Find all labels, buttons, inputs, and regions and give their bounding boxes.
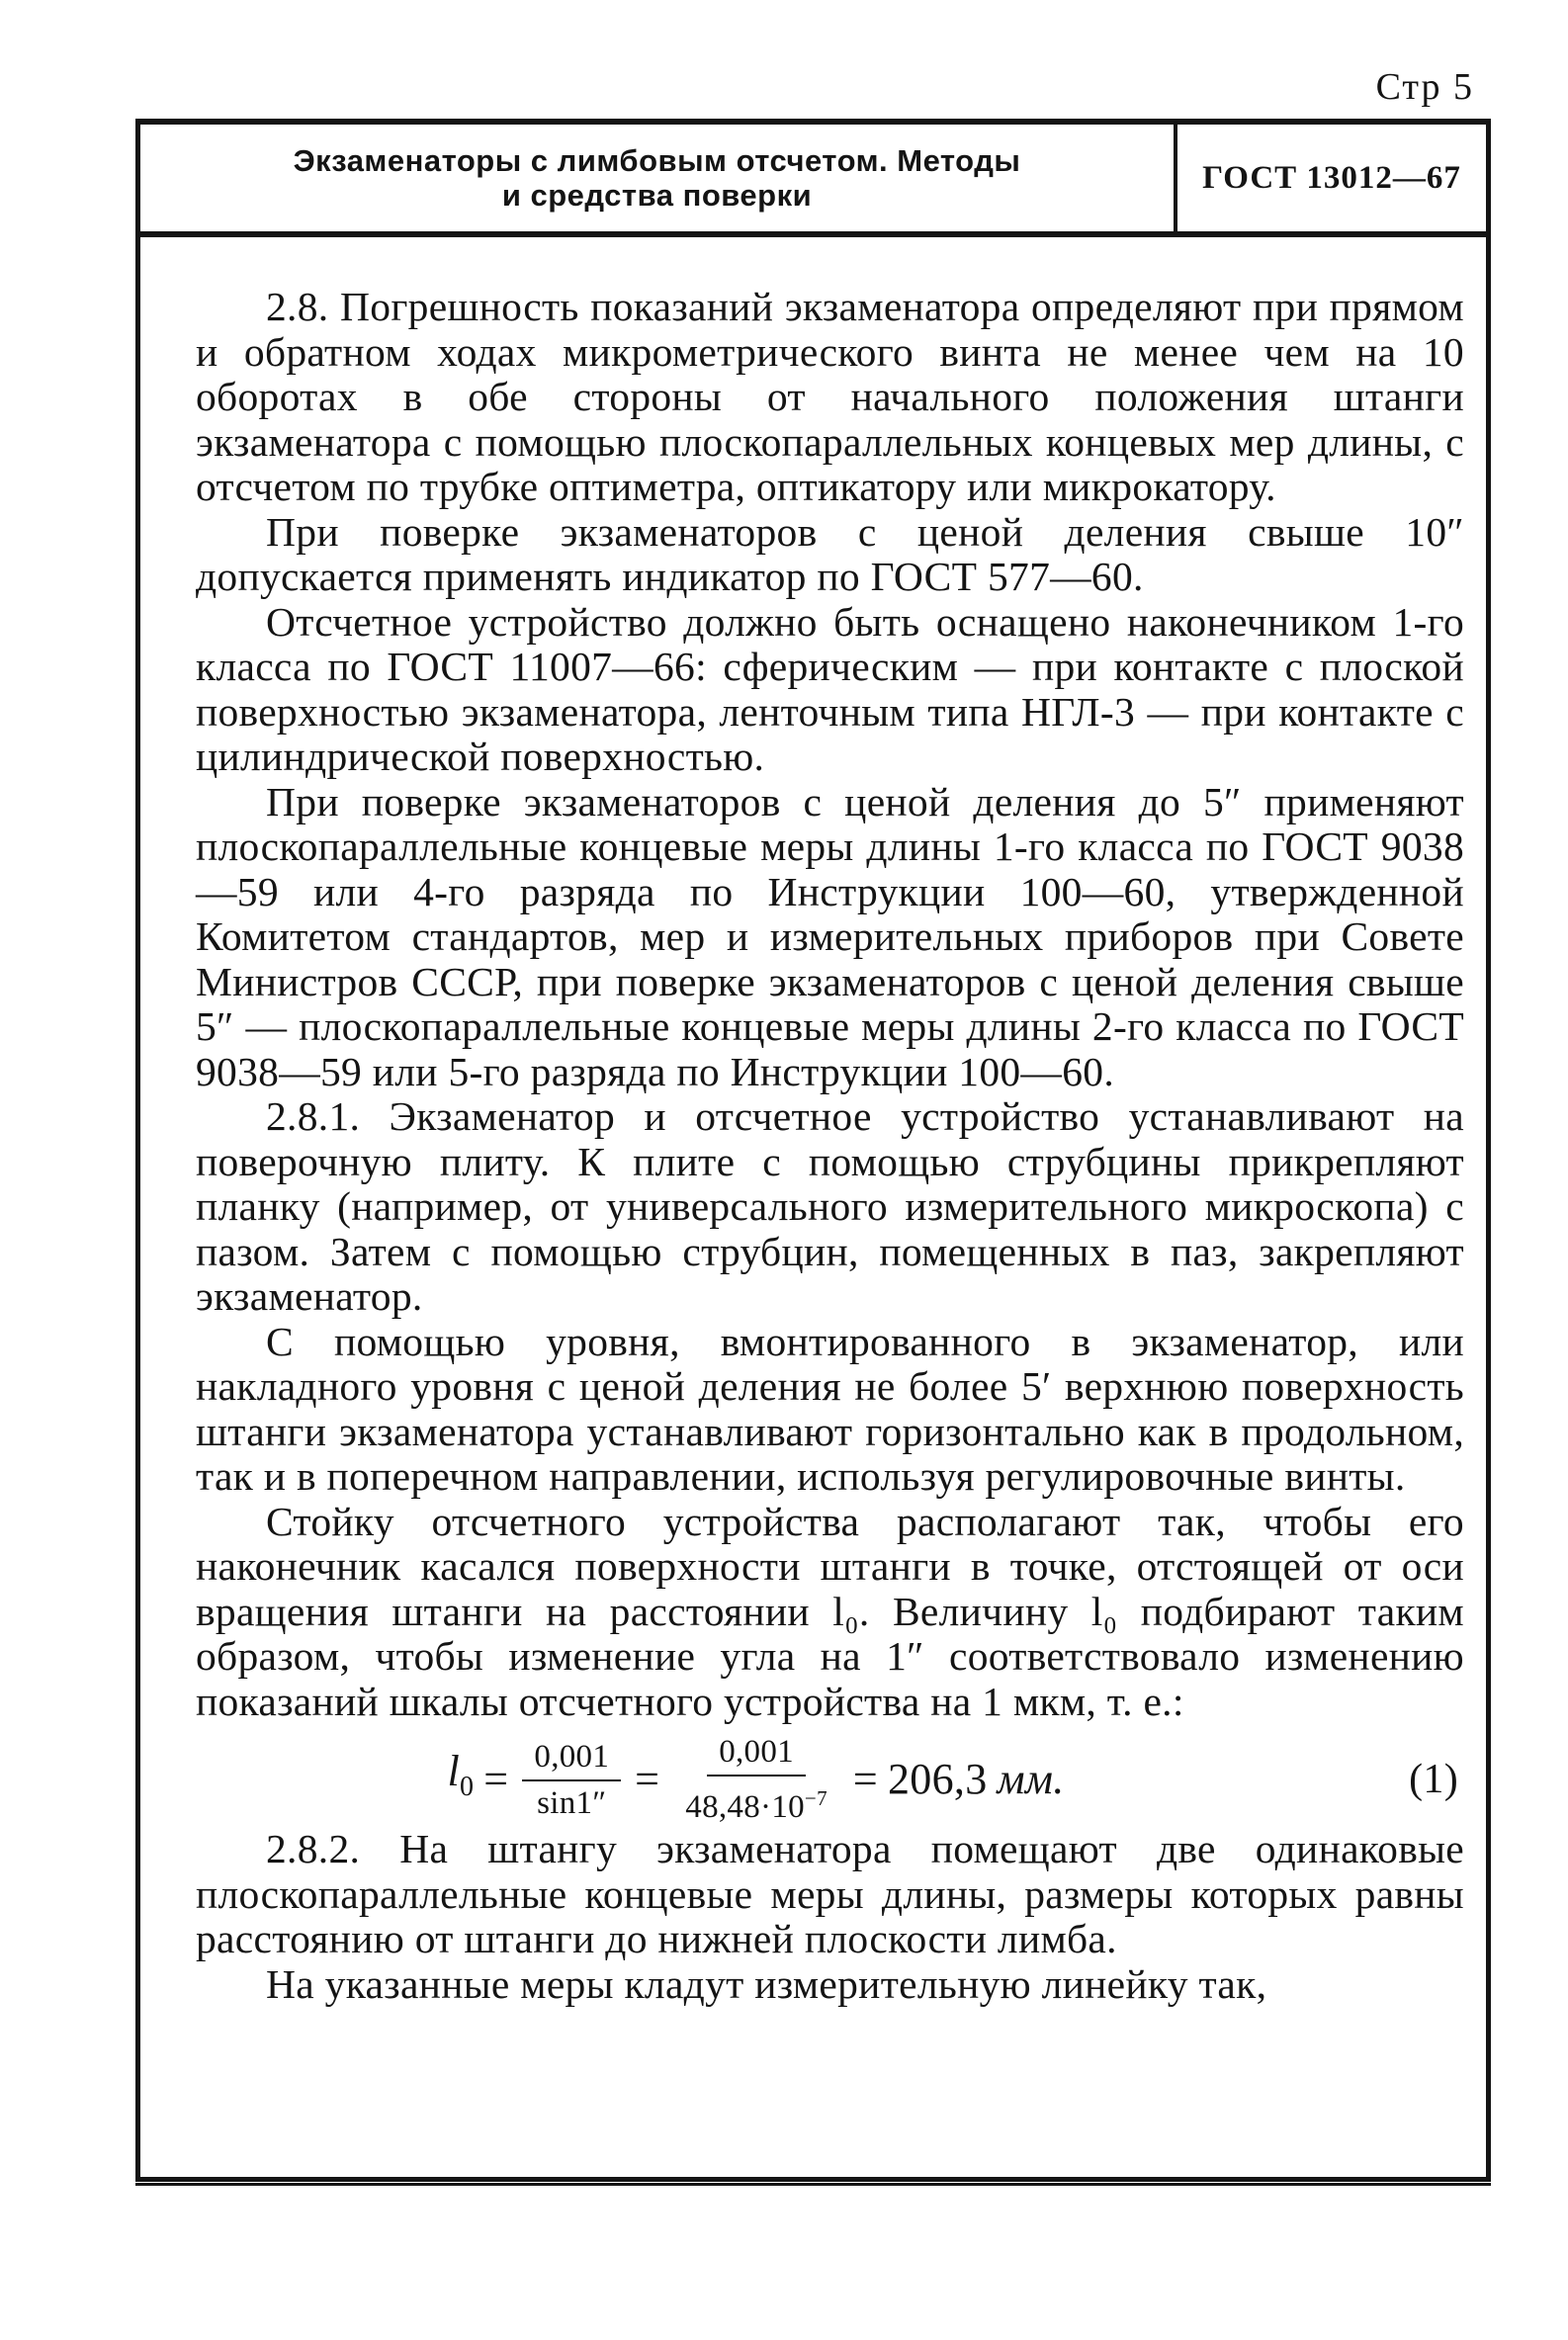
formula-block	[196, 1724, 1464, 1827]
paragraph-stand: Стойку отсчетного устройства располагают так, чтобы его наконечник касался поверхности штанги в точке, отстоящей от оси вращения штанги на расстоянии l₀. Величину l₀ подбирают таким образом, чтобы изменение угла на 1″ соответствовало изменению показаний шкалы отсчетного устройства на 1 мкм, т. е.:	[196, 1498, 1464, 1724]
paragraph-reading-device: Отсчетное устройство должно быть оснащено наконечником 1-го класса по ГОСТ 11007—66: сферическим — при контакте с плоской поверхностью экзаменатора, ленточным типа НГЛ-3 — при контакте с цилиндрической поверхностью.	[196, 598, 1464, 779]
document-title-line-2: и средства поверки	[501, 178, 813, 213]
page-frame	[135, 119, 1491, 2177]
paragraph-ruler: На указанные меры кладут измерительную линейку так,	[266, 1960, 1267, 2007]
paragraph-2-8-1: 2.8.1. Экзаменатор и отсчетное устройство устанавливают на поверочную плиту. К плите с помощью струбцины прикрепляют планку (например, от универсального измерительного микроскопа) с пазом. Затем с помощью струбцин, помещенных в паз, закрепляют экзаменатор.	[196, 1093, 1464, 1319]
formula-fraction-2	[673, 1732, 839, 1827]
fraction-2-denominator: $48,48\cdot 10^{-7}$	[685, 1786, 828, 1825]
paragraph-level: С помощью уровня, вмонтированного в экзаменатор, или накладного уровня с ценой деления не более 5′ верхнюю поверхность штанги экзаменатора устанавливают горизонтально как в продольном, так и в поперечном направлении, используя регулировочные винты.	[196, 1318, 1464, 1499]
formula-equals: =	[852, 1755, 878, 1804]
formula-fraction-1	[522, 1737, 621, 1823]
standard-code: ГОСТ 13012—67	[1202, 159, 1461, 196]
formula-result: 206,3 мм.	[888, 1755, 1065, 1804]
formula-equals: =	[483, 1755, 509, 1804]
document-title	[140, 125, 1177, 231]
paragraph-gauge-blocks: При поверке экзаменаторов с ценой деления до 5″ применяют плоскопараллельные концевые меры длины 1-го класса по ГОСТ 9038—59 или 4-го разряда по Инструкции 100—60, утвержденной Комитетом стандартов, мер и измерительных приборов при Совете Министров СССР, при поверке экзаменаторов с ценой деления свыше 5″ — плоскопараллельные концевые меры длины 2-го класса по ГОСТ 9038—59 или 5-го разряда по Инструкции 100—60.	[196, 778, 1464, 1094]
document-body	[196, 285, 1464, 2007]
page-bottom-rule	[135, 2177, 1491, 2186]
page-number: Стр 5	[1375, 66, 1474, 108]
formula-equals: =	[635, 1755, 660, 1804]
document-title-line-1: Экзаменаторы с лимбовым отсчетом. Методы	[293, 143, 1021, 178]
formula	[196, 1732, 1464, 1827]
fraction-1-numerator: 0,001	[522, 1737, 621, 1781]
document-header	[140, 125, 1486, 237]
formula-number: (1)	[1409, 1757, 1458, 1802]
paragraph-indicator: При поверке экзаменаторов с ценой деления свыше 10″ допускается применять индикатор по ГОСТ 577—60.	[196, 508, 1464, 599]
fraction-2-numerator: 0,001	[707, 1732, 806, 1777]
fraction-1-denominator: sin1″	[537, 1784, 607, 1821]
formula-lhs: $l_0$	[447, 1747, 475, 1803]
paragraph-2-8: 2.8. Погрешность показаний экзаменатора определяют при прямом и обратном ходах микрометрического винта не менее чем на 10 оборотах в обе стороны от начального положения штанги экзаменатора с помощью плоскопараллельных концевых мер длины, с отсчетом по трубке оптиметра, оптикатору или микрокатору.	[196, 284, 1464, 509]
paragraph-2-8-2: 2.8.2. На штангу экзаменатора помещают две одинаковые плоскопараллельные концевые меры длины, размеры которых равны расстоянию от штанги до нижней плоскости лимба.	[196, 1826, 1464, 1961]
